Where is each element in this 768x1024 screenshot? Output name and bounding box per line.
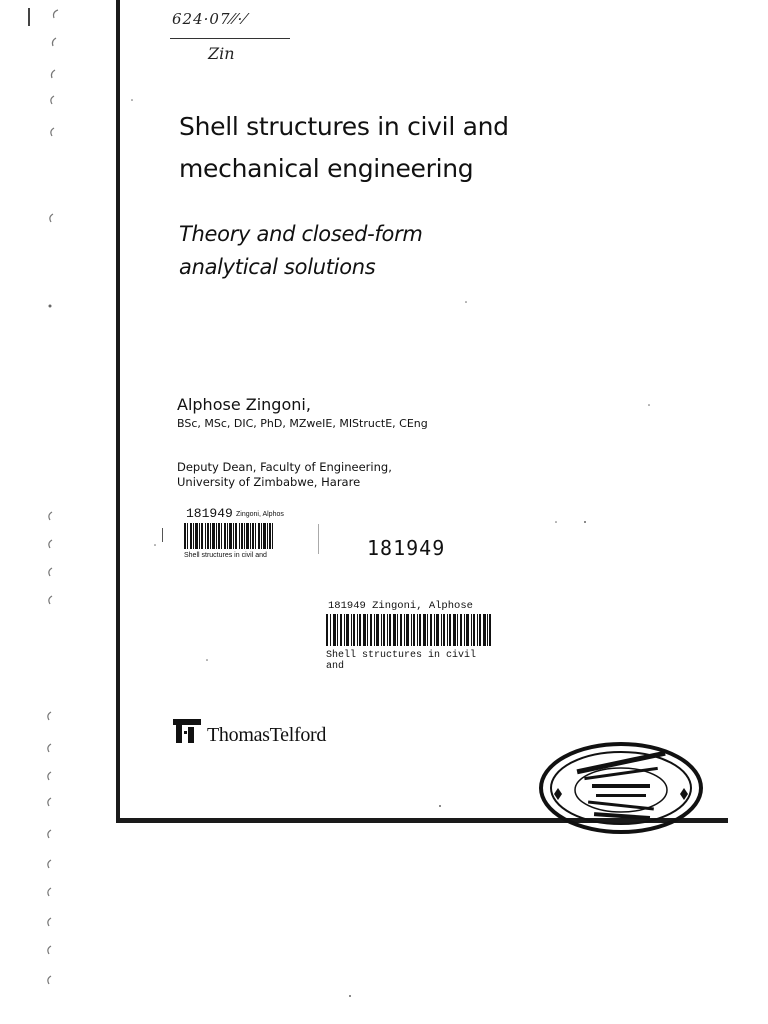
book-title-line-2: mechanical engineering — [179, 154, 474, 183]
accession-number: 181949 — [367, 536, 446, 560]
book-subtitle-line-2: analytical solutions — [179, 255, 376, 279]
author-position-line-1: Deputy Dean, Faculty of Engineering, — [177, 460, 392, 474]
barcode-2-header: 181949 Zingoni, Alphose — [328, 600, 473, 612]
publisher-name: ThomasTelford — [207, 724, 327, 746]
book-title-line-1: Shell structures in civil and — [179, 112, 509, 141]
barcode-1-title: Shell structures in civil and — [184, 552, 267, 559]
author-position-line-2: University of Zimbabwe, Harare — [177, 475, 361, 489]
barcode-1-number: 181949 — [186, 506, 233, 521]
book-subtitle-line-1: Theory and closed-form — [179, 222, 423, 246]
handwritten-call-number: 624·07⁄⁄·⁄ — [172, 10, 247, 28]
handwritten-author-abbrev: Zin — [208, 44, 235, 63]
author-name: Alphose Zingoni, — [177, 395, 311, 414]
barcode-2-title: Shell structures in civil and — [326, 650, 477, 672]
author-degrees: BSc, MSc, DIC, PhD, MZweIE, MIStructE, CEng — [177, 417, 428, 430]
barcode-1-author: Zingoni, Alphos — [236, 511, 284, 518]
